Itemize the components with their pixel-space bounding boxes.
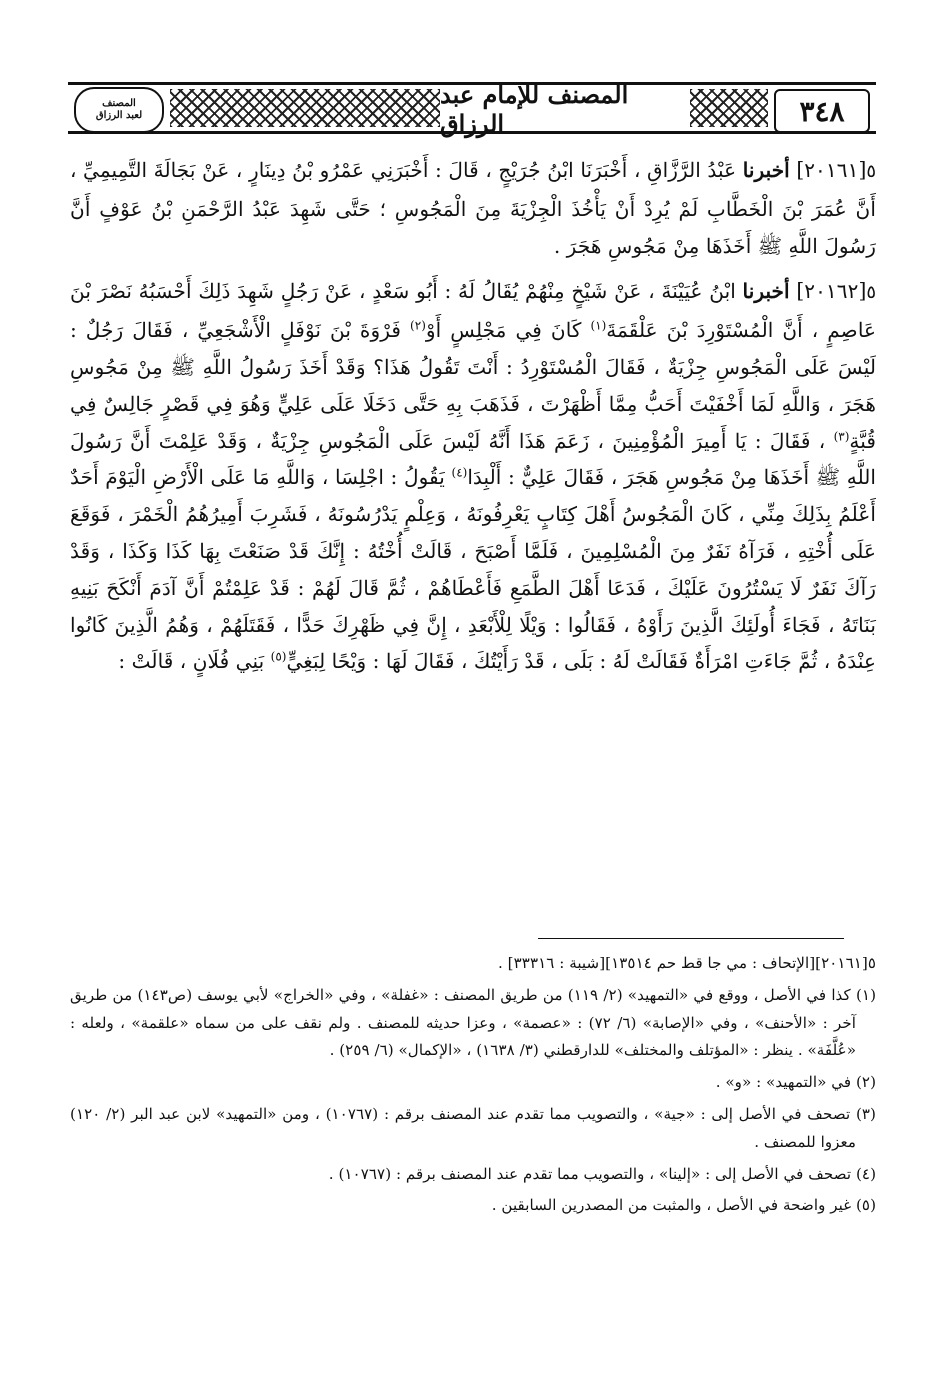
footnote-source: ٥[٢٠١٦١][الإتحاف : مي جا قط حم ١٣٥١٤][شيبة : ٣٣٣١٦] . xyxy=(498,954,876,972)
footnote-ref-4: (٤) xyxy=(451,465,468,480)
hadith-text-part-b: كَانَ فِي مَجْلِسٍ أَوْ xyxy=(425,318,582,343)
seal-line-1: المصنف xyxy=(102,98,136,109)
footnote-ref-5: (٥) xyxy=(270,649,287,664)
book-title: المصنف للإمام عبد الرزاق xyxy=(440,89,690,129)
hadith-number: [٢٠١٦٢] xyxy=(796,279,867,304)
hadith-text: عَبْدُ الرَّزَّاقِ ، أَخْبَرَنَا ابْنُ جُرَيْجٍ ، قَالَ : أَخْبَرَنِي عَمْرُو بْنُ دِينَارٍ ، عَنْ بَجَالَةَ التَّمِيمِيِّ ، أَنَّ عُمَرَ بْنَ الْخَطَّابِ لَمْ يُرِدْ أَنْ يَأْخُذَ الْجِزْيَةَ مِنَ الْمَجُوسِ ؛ حَتَّى شَهِدَ عَبْدُ الرَّحْمَنِ بْنُ عَوْفٍ أَنَّ رَسُولَ اللَّهِ ﷺ أَخَذَهَا مِنْ مَجُوسِ هَجَرَ . xyxy=(70,158,876,258)
hadith-20161 xyxy=(70,152,876,264)
page-number: ٣٤٨ xyxy=(774,89,870,133)
header-ornament-left xyxy=(170,89,440,127)
page-header xyxy=(68,80,876,138)
source-marker: ٥ xyxy=(866,161,876,182)
hadith-20162 xyxy=(70,273,876,680)
hadith-text-part-d: ، فَقَالَ : يَا أَمِيرَ الْمُؤْمِنِينَ ، زَعَمَ هَذَا أَنَّهُ لَيْسَ عَلَى الْمَجُوسِ جِزْيَةٌ ، وَقَدْ عَلِمْتَ أَنَّ رَسُولَ اللَّهِ ﷺ أَخَذَهَا مِنْ مَجُوسِ هَجَرَ ، فَقَالَ عَلِيٌّ : أَلْبِدَا xyxy=(70,428,877,490)
footnote-2: (٢) في «التمهيد» : «و» . xyxy=(715,1073,876,1092)
footnote-ref-3: (٣) xyxy=(833,428,850,443)
hadith-text-part-e: يَقُولُ : اجْلِسَا ، وَاللَّهِ مَا عَلَى الْأَرْضِ الْيَوْمَ أَحَدٌ أَعْلَمُ بِذَلِكَ مِنِّي ، كَانَ الْمَجُوسُ أَهْلَ كِتَابٍ يَعْرِفُونَهُ ، وَعِلْمٍ يَدْرُسُونَهُ ، فَشَرِبَ أَمِيرُهُمُ الْخَمْرَ ، فَوَقَعَ عَلَى أُخْتِهِ ، فَرَآهُ نَفَرٌ مِنَ الْمُسْلِمِينَ ، فَلَمَّا أَصْبَحَ ، قَالَتْ أُخْتُهُ : إِنَّكَ قَدْ صَنَعْتَ بِهَا كَذَا وَكَذَا ، وَقَدْ رَآكَ نَفَرٌ لَا يَسْتُرُونَ عَلَيْكَ ، فَدَعَا أَهْلَ الطَّمَعِ فَأَعْطَاهُمْ ، ثُمَّ قَالَ لَهُمْ : قَدْ عَلِمْتُمْ أَنَّ آدَمَ أَنْكَحَ بَنِيهِ بَنَاتَهُ ، فَجَاءَ أُولَئِكَ الَّذِينَ رَأَوْهُ ، فَقَالُوا : وَيْلًا لِلْأَبْعَدِ ، إِنَّ فِي ظَهْرِكَ حَدًّا ، فَقَتَلَهُمْ ، وَهُمُ الَّذِينَ كَانُوا عِنْدَهُ ، ثُمَّ جَاءَتِ امْرَأَةٌ فَقَالَتْ لَهُ : بَلَى ، قَدْ رَأَيْتُكَ ، فَقَالَ لَهَا : وَيْحًا لِبَغِيٍّ xyxy=(70,465,876,674)
hadith-text-part-f: بَنِي فُلَانٍ ، قَالَتْ : xyxy=(118,649,265,674)
footnote-5: (٥) غير واضحة في الأصل ، والمثبت من المصدرين السابقين . xyxy=(491,1196,876,1215)
footnote-1: (١) كذا في الأصل ، ووقع في «التمهيد» (٢/ ١١٩) من طريق المصنف : «غفلة» ، وفي «الخراج» لأبي يوسف (ص١٤٣) من طريق آخر : «الأحنف» ، وفي «الإصابة» (٦/ ٧٢) : «عصمة» ، وعزا حديثه للمصنف . ولم نقف على من سماه «علقمة» ، ولعله : «عُلَّفَة» . ينظر : «المؤتلف والمختلف» للدارقطني (٣/ ١٦٣٨) ، «الإكمال» (٦/ ٢٥٩) . xyxy=(70,985,876,1060)
main-text xyxy=(70,152,876,689)
hadith-intro: أخبرنا xyxy=(742,158,790,182)
hadith-intro: أخبرنا xyxy=(742,279,790,304)
hadith-text-part-c: فَرْوَةَ بْنَ نَوْفَلٍ الْأَشْجَعِيِّ ، فَقَالَ رَجُلٌ : لَيْسَ عَلَى الْمَجُوسِ جِزْيَةٌ ، فَقَالَ الْمُسْتَوْرِدُ : أَنْتَ تَقُولُ هَذَا؟ وَقَدْ أَخَذَ رَسُولُ اللَّهِ ﷺ مِنْ مَجُوسِ هَجَرَ ، وَاللَّهِ لَمَا أَخْفَيْتَ أَحَبُّ مِمَّا أَظْهَرْتَ ، فَذَهَبَ بِهِ حَتَّى دَخَلَا عَلَى عَلِيٍّ وَهُوَ فِي قَصْرٍ جَالِسٌ فِي قُبَّةٍ xyxy=(70,318,876,453)
hadith-number: [٢٠١٦١] xyxy=(796,158,867,182)
source-marker: ٥ xyxy=(866,282,877,304)
footnote-3: (٣) تصحف في الأصل إلى : «جية» ، والتصويب مما تقدم عند المصنف برقم : (١٠٧٦٧) ، ومن «التمهيد» لابن عبد البر (٢/ ١٢٠) معزوا للمصنف . xyxy=(70,1104,876,1151)
footnote-ref-2: (٢) xyxy=(410,318,426,333)
footnote-divider xyxy=(538,938,844,939)
hadith-text-part-a: ابْنُ عُيَيْنَةَ ، عَنْ شَيْخٍ مِنْهُمْ يُقَالُ لَهُ : أَبُو سَعْدٍ ، عَنْ رَجُلٍ شَهِدَ ذَلِكَ أَحْسَبُهُ نَصْرَ بْنَ عَاصِمٍ ، أَنَّ الْمُسْتَوْرِدَ بْنَ عَلْقَمَةَ xyxy=(70,279,877,343)
header-ornament-right xyxy=(690,89,768,127)
footnote-4: (٤) تصحف في الأصل إلى : «إلينا» ، والتصويب مما تقدم عند المصنف برقم : (١٠٧٦٧) . xyxy=(328,1164,876,1183)
footnotes xyxy=(70,950,876,1224)
footnote-ref-1: (١) xyxy=(590,318,607,333)
seal-line-2: لعبد الرزاق xyxy=(95,110,143,121)
book-seal xyxy=(74,87,164,133)
